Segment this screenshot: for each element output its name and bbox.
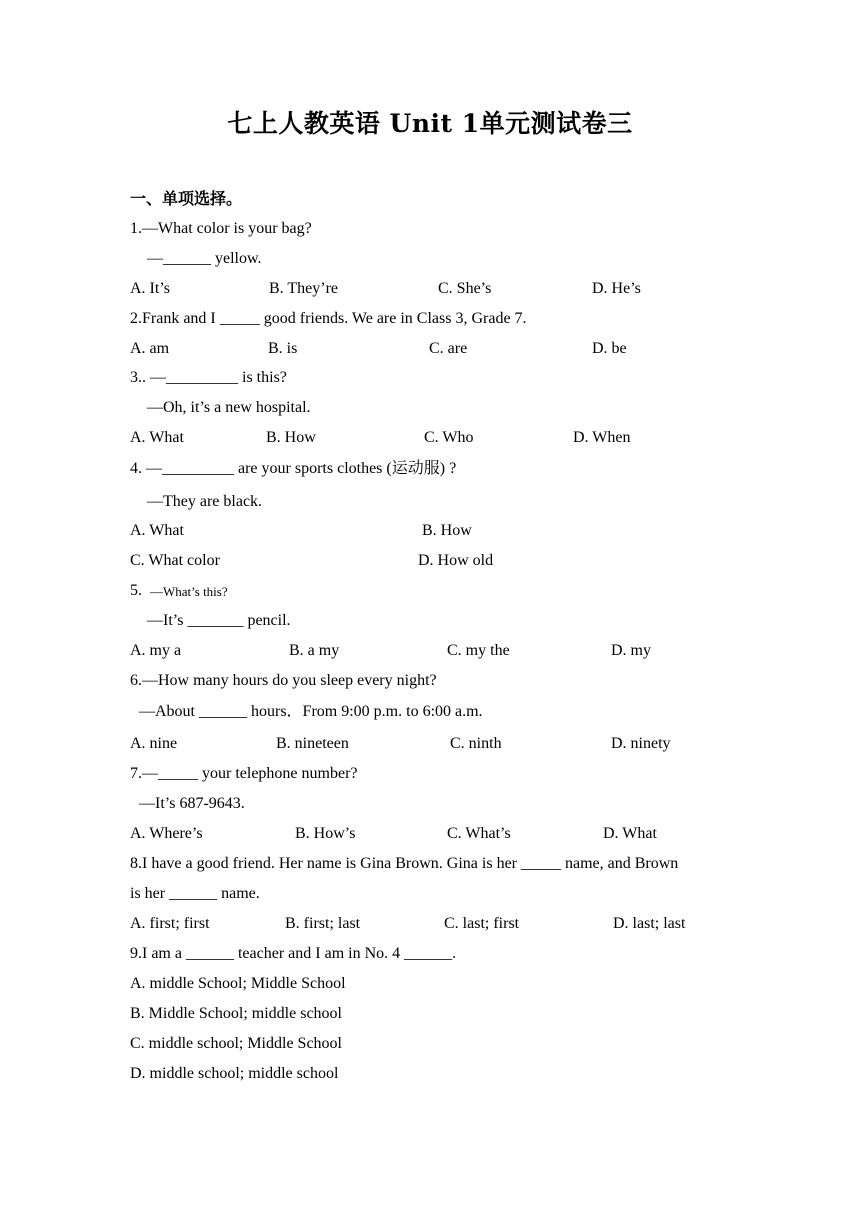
- question-8-stem-continued: is her ______ name.: [130, 885, 260, 902]
- question-3-option-c: C. Who: [424, 429, 474, 446]
- question-5-stem: —What’s this?: [150, 584, 228, 599]
- question-4-option-c: C. What color: [130, 552, 220, 569]
- question-1-stem: 1.—What color is your bag?: [130, 220, 312, 237]
- question-6-option-c: C. ninth: [450, 735, 502, 752]
- question-6-option-a: A. nine: [130, 735, 178, 752]
- question-2-stem: 2.Frank and I _____ good friends. We are in Class 3, Grade 7.: [130, 310, 527, 327]
- question-2-option-a: A. am: [130, 340, 170, 357]
- question-6-option-b: B. nineteen: [276, 735, 349, 752]
- question-4-option-a: A. What: [130, 522, 184, 539]
- question-3-option-b: B. How: [266, 429, 316, 446]
- question-6-option-d: D. ninety: [611, 735, 671, 752]
- question-5-answer: —It’s _______ pencil.: [147, 612, 291, 629]
- question-1-option-d: D. He’s: [592, 280, 641, 297]
- question-9-stem: 9.I am a ______ teacher and I am in No. 4 ______.: [130, 945, 457, 962]
- question-3-stem: 3.. —_________ is this?: [130, 369, 287, 386]
- question-9-option-d: D. middle school; middle school: [130, 1065, 339, 1082]
- question-1-option-b: B. They’re: [269, 280, 339, 297]
- question-2-option-d: D. be: [592, 340, 627, 357]
- question-8-option-a: A. first; first: [130, 915, 210, 932]
- question-4-option-d: D. How old: [418, 552, 494, 569]
- question-8-stem: 8.I have a good friend. Her name is Gina Brown. Gina is her _____ name, and Brown: [130, 855, 679, 872]
- question-8-option-d: D. last; last: [613, 915, 686, 932]
- question-3-option-a: A. What: [130, 429, 184, 446]
- question-4-stem: 4. —_________ are your sports clothes (运动服) ?: [130, 460, 457, 477]
- question-4-answer: —They are black.: [147, 493, 263, 510]
- question-3-answer: —Oh, it’s a new hospital.: [147, 399, 311, 416]
- question-8-option-b: B. first; last: [285, 915, 361, 932]
- question-7-option-d: D. What: [603, 825, 657, 842]
- question-9-option-a: A. middle School; Middle School: [130, 975, 346, 992]
- question-2-option-b: B. is: [268, 340, 298, 357]
- question-1-answer: —______ yellow.: [147, 250, 262, 267]
- question-7-option-a: A. Where’s: [130, 825, 203, 842]
- question-7-option-b: B. How’s: [295, 825, 356, 842]
- question-9-option-c: C. middle school; Middle School: [130, 1035, 342, 1052]
- question-6-stem: 6.—How many hours do you sleep every night?: [130, 672, 437, 689]
- question-7-answer: —It’s 687-9643.: [139, 795, 245, 812]
- question-8-option-c: C. last; first: [444, 915, 520, 932]
- question-5-option-c: C. my the: [447, 642, 510, 659]
- question-1-option-c: C. She’s: [438, 280, 492, 297]
- section-heading: 一、单项选择。: [130, 189, 243, 208]
- question-7-stem: 7.—_____ your telephone number?: [130, 765, 358, 782]
- question-3-option-d: D. When: [573, 429, 631, 446]
- question-6-answer: —About ______ hours．From 9:00 p.m. to 6:00 a.m.: [139, 703, 483, 720]
- question-5-option-a: A. my a: [130, 642, 182, 659]
- question-2-option-c: C. are: [429, 340, 468, 357]
- page-title: 七上人教英语 Unit 1单元测试卷三: [227, 109, 633, 138]
- question-7-option-c: C. What’s: [447, 825, 511, 842]
- question-5-option-d: D. my: [611, 642, 651, 659]
- question-5-option-b: B. a my: [289, 642, 340, 659]
- question-5-number: 5.: [130, 582, 142, 599]
- question-4-option-b: B. How: [422, 522, 472, 539]
- question-9-option-b: B. Middle School; middle school: [130, 1005, 342, 1022]
- question-1-option-a: A. It’s: [130, 280, 170, 297]
